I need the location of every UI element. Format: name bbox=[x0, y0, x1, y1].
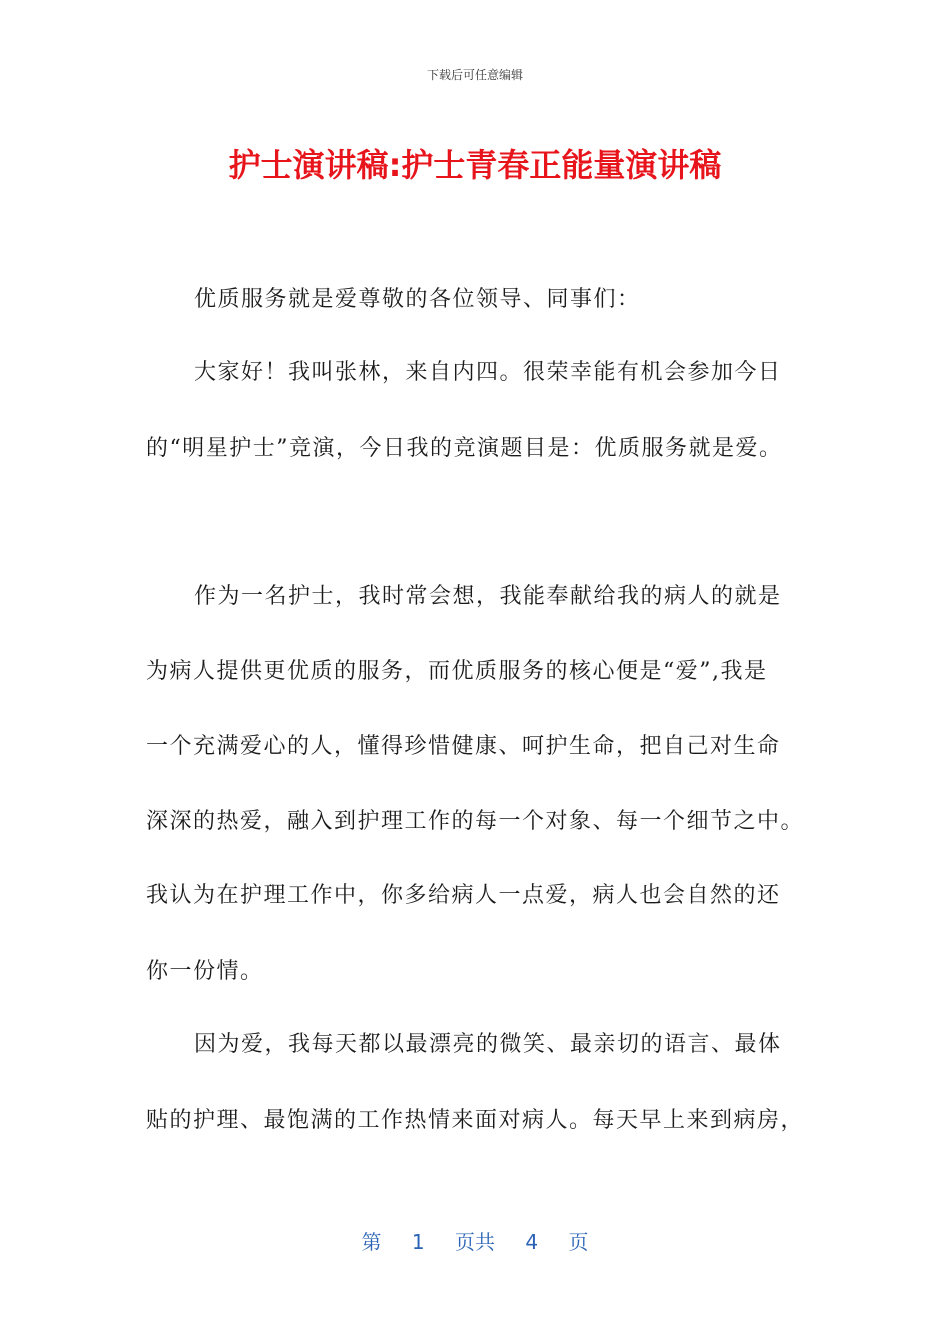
body-line: 的“明星护士”竞演，今日我的竞演题目是：优质服务就是爱。 bbox=[146, 436, 783, 461]
footer-suffix: 页 bbox=[568, 1230, 589, 1254]
footer-total-pages: 4 bbox=[525, 1230, 539, 1254]
body-line: 我认为在护理工作中，你多给病人一点爱，病人也会自然的还 bbox=[146, 883, 781, 908]
document-title: 护士演讲稿:护士青春正能量演讲稿 bbox=[228, 146, 722, 184]
footer-current-page: 1 bbox=[411, 1230, 425, 1254]
body-line: 一个充满爱心的人，懂得珍惜健康、呵护生命，把自己对生命 bbox=[146, 734, 781, 759]
body-line: 贴的护理、最饱满的工作热情来面对病人。每天早上来到病房， bbox=[146, 1108, 805, 1133]
body-line: 作为一名护士，我时常会想，我能奉献给我的病人的就是 bbox=[194, 584, 782, 609]
header-note: 下载后可任意编辑 bbox=[426, 68, 523, 82]
body-line: 深深的热爱，融入到护理工作的每一个对象、每一个细节之中。 bbox=[146, 809, 805, 834]
body-line: 为病人提供更优质的服务，而优质服务的核心便是“爱”,我是 bbox=[146, 659, 768, 684]
body-line: 你一份情。 bbox=[146, 959, 264, 984]
page-footer bbox=[0, 1226, 950, 1255]
body-line: 大家好！我叫张林，来自内四。很荣幸能有机会参加今日 bbox=[194, 360, 782, 385]
footer-middle: 页共 bbox=[455, 1230, 495, 1254]
body-line: 因为爱，我每天都以最漂亮的微笑、最亲切的语言、最体 bbox=[194, 1032, 782, 1057]
body-line: 优质服务就是爱尊敬的各位领导、同事们： bbox=[194, 287, 641, 312]
footer-prefix: 第 bbox=[361, 1230, 382, 1254]
